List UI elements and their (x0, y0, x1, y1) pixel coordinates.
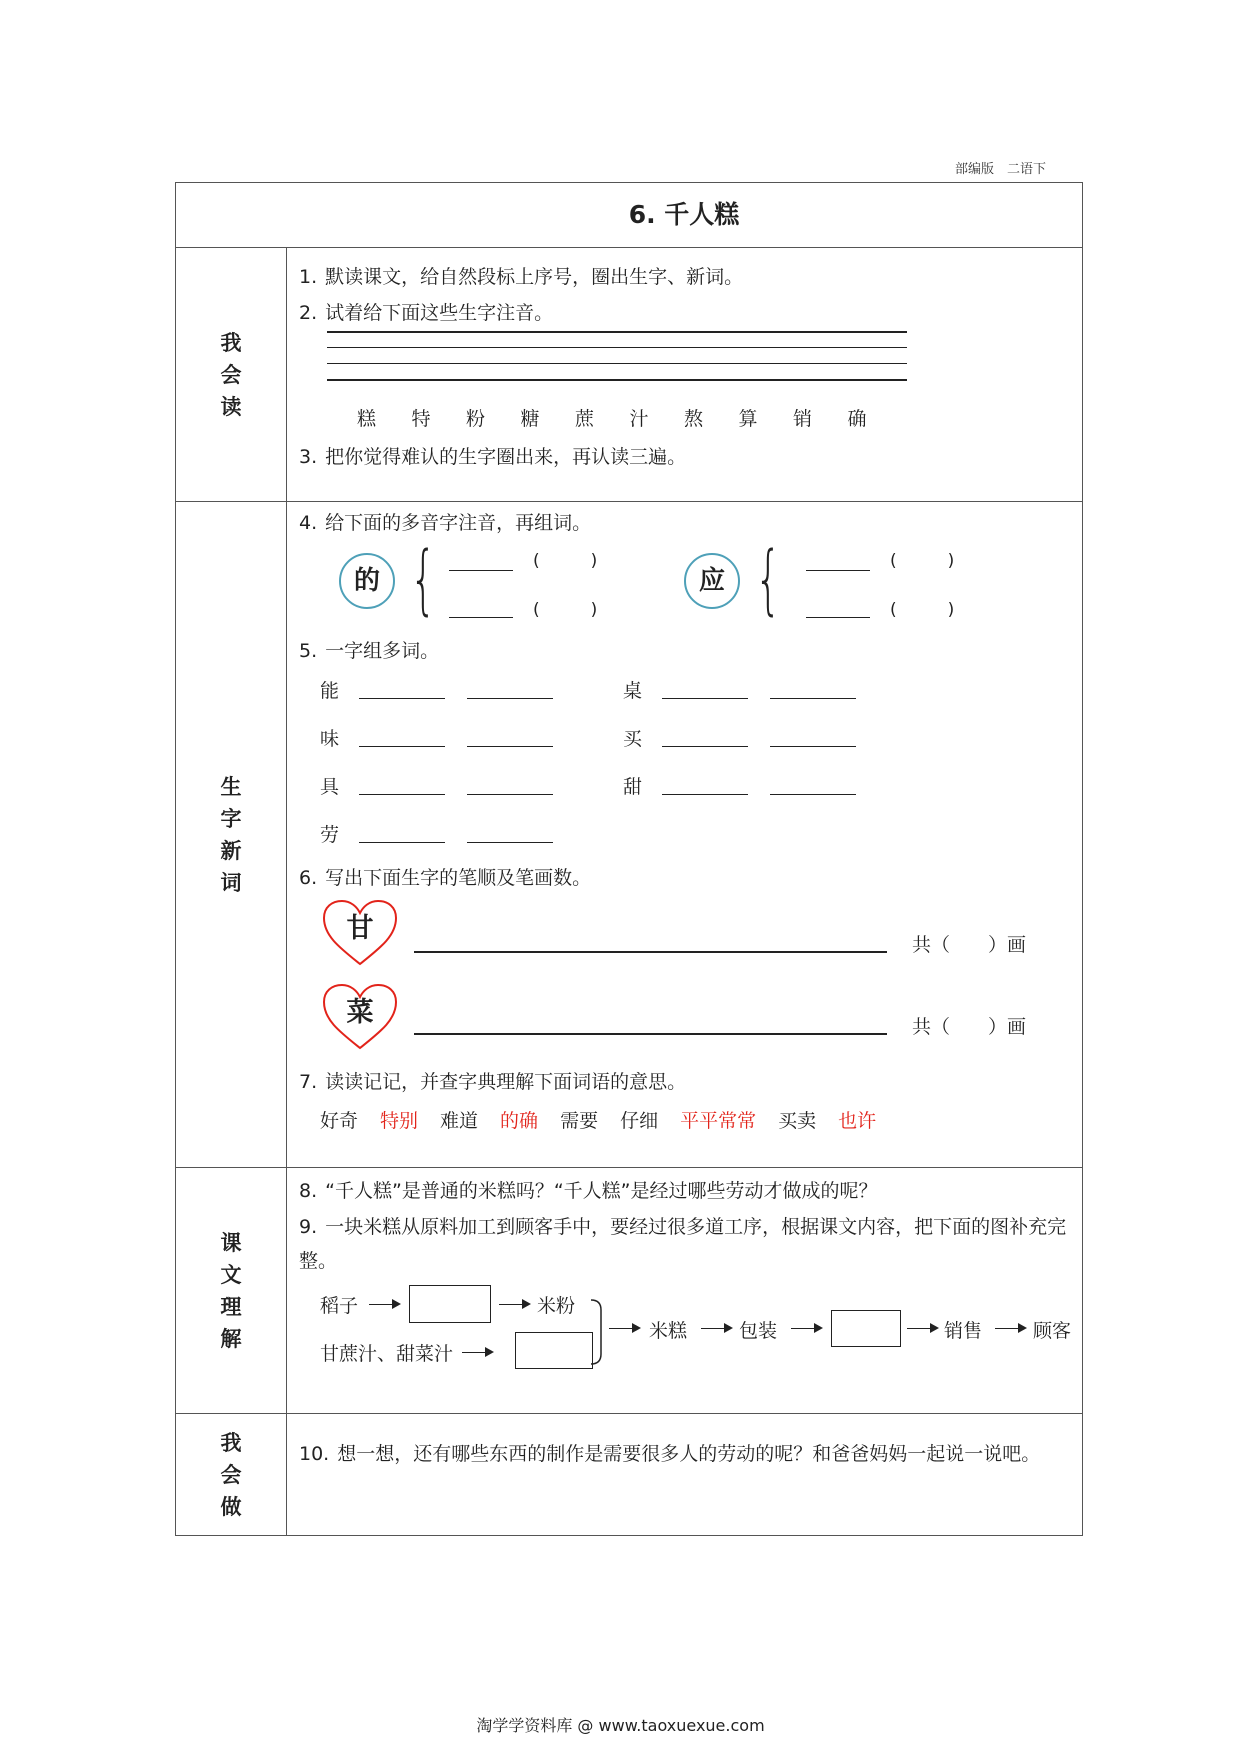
vocab-word: 平平常常 (680, 1110, 757, 1132)
character: 汁 (629, 408, 649, 430)
question-2: 2. 试着给下面这些生字注音。 (299, 302, 554, 324)
blank-line (359, 794, 445, 795)
blank-line (806, 617, 870, 618)
question-10: 10. 想一想，还有哪些东西的制作是需要很多人的劳动的呢？和爸爸妈妈一起说一说吧。 (299, 1443, 1041, 1465)
blank-line (414, 951, 887, 953)
answer-parentheses: ( ) (890, 600, 955, 620)
bracket-icon (589, 1298, 605, 1366)
question-1: 1. 默读课文，给自然段标上序号，圈出生字、新词。 (299, 266, 744, 288)
character: 销 (793, 408, 813, 430)
vocab-list (320, 1106, 898, 1133)
heart-icon (320, 898, 400, 968)
flow-sell: 销售 (944, 1320, 983, 1342)
stroke-character: 甘 (346, 913, 374, 944)
pinyin-line (327, 347, 907, 348)
polyphone-circle: 应 (684, 553, 740, 609)
blank-line (770, 746, 856, 747)
word-character: 具 (320, 776, 340, 798)
arrow-icon (791, 1328, 821, 1329)
heart-icon (320, 982, 400, 1052)
blank-line (414, 1033, 887, 1035)
section-read-content (287, 248, 1083, 502)
answer-box[interactable] (409, 1285, 491, 1323)
question-5: 5. 一字组多词。 (299, 640, 440, 662)
blank-line (359, 842, 445, 843)
question-3: 3. 把你觉得难认的生字圈出来，再认读三遍。 (299, 446, 687, 468)
arrow-icon (369, 1304, 399, 1305)
flow-customer: 顾客 (1033, 1320, 1072, 1342)
q2-character-list (357, 404, 902, 431)
arrow-icon (499, 1304, 529, 1305)
arrow-icon (462, 1352, 492, 1353)
flow-rice: 稻子 (320, 1295, 359, 1317)
character: 算 (738, 408, 758, 430)
vocab-word: 买卖 (778, 1110, 817, 1132)
answer-box[interactable] (831, 1310, 901, 1347)
answer-parentheses: ( ) (533, 551, 598, 571)
blank-line (359, 746, 445, 747)
blank-line (770, 794, 856, 795)
arrow-icon (609, 1328, 639, 1329)
section-do-label: 我会做 (220, 1430, 242, 1519)
vocab-word: 好奇 (320, 1110, 359, 1132)
flow-pack: 包装 (739, 1320, 778, 1342)
word-character: 味 (320, 728, 340, 750)
character: 粉 (466, 408, 486, 430)
blank-line (806, 570, 870, 571)
blank-line (467, 746, 553, 747)
arrow-icon (907, 1328, 937, 1329)
brace-icon: { (409, 534, 437, 623)
flow-cake: 米糕 (649, 1320, 688, 1342)
blank-line (449, 570, 513, 571)
character: 熬 (684, 408, 704, 430)
stroke-count: 共（ ）画 (912, 1016, 1027, 1038)
section-understand-label: 课文理解 (220, 1230, 242, 1351)
title-cell (176, 183, 1083, 248)
section-do-label-cell (176, 1414, 287, 1536)
character: 糖 (520, 408, 540, 430)
section-understand-content (287, 1168, 1083, 1414)
footer-watermark: 淘学学资料库 @ www.taoxuexue.com (476, 1716, 765, 1735)
section-words-label: 生字新词 (220, 774, 242, 895)
answer-parentheses: ( ) (533, 600, 598, 620)
blank-line (662, 794, 748, 795)
section-do-content (287, 1414, 1083, 1536)
question-7: 7. 读读记记，并查字典理解下面词语的意思。 (299, 1071, 687, 1093)
vocab-word: 也许 (838, 1110, 877, 1132)
vocab-word: 难道 (440, 1110, 479, 1132)
blank-line (467, 698, 553, 699)
vocab-word: 的确 (500, 1110, 539, 1132)
pinyin-line (327, 331, 907, 333)
character: 蔗 (575, 408, 595, 430)
stroke-count: 共（ ）画 (912, 934, 1027, 956)
vocab-word: 需要 (560, 1110, 599, 1132)
question-4: 4. 给下面的多音字注音，再组词。 (299, 512, 592, 534)
brace-icon: { (754, 534, 782, 623)
blank-line (770, 698, 856, 699)
answer-parentheses: ( ) (890, 551, 955, 571)
section-understand-label-cell (176, 1168, 287, 1414)
flow-juice: 甘蔗汁、甜菜汁 (320, 1343, 454, 1365)
polyphone-circle: 的 (339, 553, 395, 609)
blank-line (467, 842, 553, 843)
flow-flour: 米粉 (537, 1295, 576, 1317)
section-read-label-cell (176, 248, 287, 502)
section-words-content (287, 502, 1083, 1168)
question-8: 8. “千人糕”是普通的米糕吗？“千人糕”是经过哪些劳动才做成的呢？ (299, 1180, 878, 1202)
pinyin-line (327, 363, 907, 364)
edition-label: 部编版 二语下 (955, 162, 1047, 177)
character: 特 (411, 408, 431, 430)
pinyin-line (327, 379, 907, 381)
arrow-icon (701, 1328, 731, 1329)
blank-line (467, 794, 553, 795)
worksheet-table (175, 182, 1083, 1536)
stroke-character: 菜 (346, 997, 374, 1028)
section-read-label: 我会读 (220, 330, 242, 419)
blank-line (662, 698, 748, 699)
question-9: 9. 一块米糕从原料加工到顾客手中，要经过很多道工序，根据课文内容，把下面的图补充完整。 (299, 1216, 1067, 1272)
section-words-label-cell (176, 502, 287, 1168)
word-character: 能 (320, 680, 340, 702)
word-character: 买 (623, 728, 643, 750)
blank-line (359, 698, 445, 699)
blank-line (662, 746, 748, 747)
answer-box[interactable] (515, 1332, 593, 1369)
question-6: 6. 写出下面生字的笔顺及笔画数。 (299, 867, 592, 889)
word-character: 桌 (623, 680, 643, 702)
character: 确 (847, 408, 867, 430)
arrow-icon (995, 1328, 1025, 1329)
vocab-word: 仔细 (620, 1110, 659, 1132)
word-character: 甜 (623, 776, 643, 798)
lesson-title: 6. 千人糕 (628, 200, 740, 229)
vocab-word: 特别 (380, 1110, 419, 1132)
character: 糕 (357, 408, 377, 430)
word-character: 劳 (320, 824, 340, 846)
blank-line (449, 617, 513, 618)
